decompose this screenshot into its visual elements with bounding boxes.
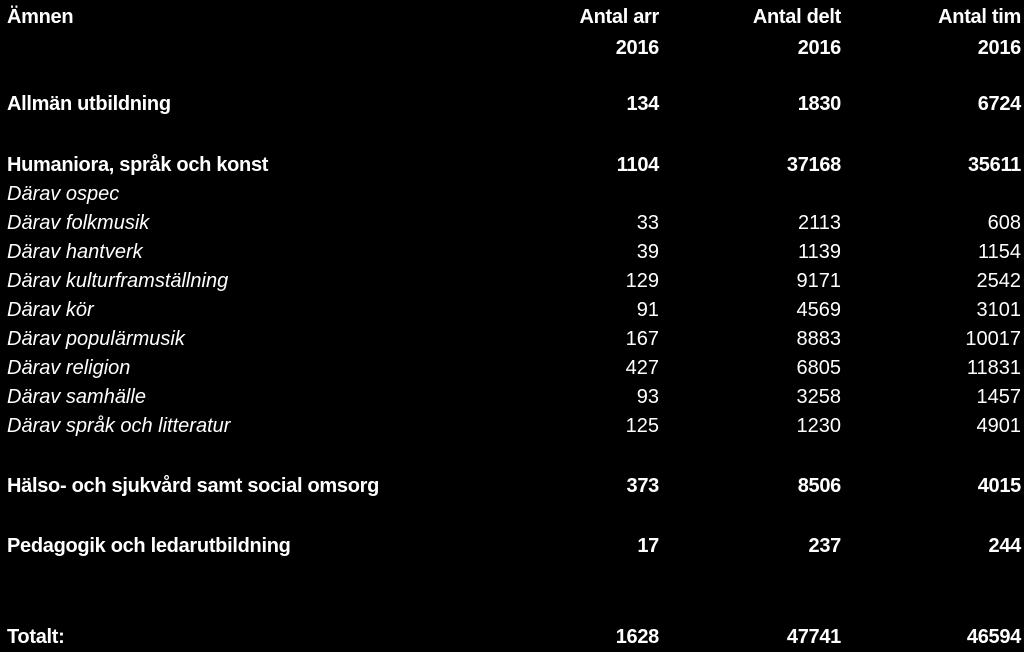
value-antal-delt: 37168 [786, 154, 841, 176]
value-antal-tim: 2542 [976, 270, 1021, 292]
value-antal-tim: 11831 [966, 357, 1021, 379]
value-antal-delt: 237 [808, 535, 841, 557]
sub-label: Därav hantverk [7, 241, 143, 263]
total-antal-delt: 47741 [786, 626, 841, 648]
table-row-sub [0, 382, 1024, 412]
group-name: Allmän utbildning [7, 93, 171, 115]
total-label: Totalt: [7, 626, 65, 648]
total-row [0, 622, 1024, 652]
value-antal-arr: 373 [626, 475, 659, 497]
value-antal-delt: 1139 [797, 241, 841, 263]
group-name: Hälso- och sjukvård samt social omsorg [7, 475, 380, 497]
value-antal-tim: 10017 [965, 328, 1021, 350]
value-antal-arr: 39 [636, 241, 659, 263]
table-row-group [0, 89, 1024, 119]
value-antal-arr: 125 [625, 415, 659, 437]
value-antal-delt: 6805 [796, 357, 841, 379]
column-header-antal-delt: Antal delt [752, 6, 841, 28]
value-antal-tim: 4015 [977, 475, 1021, 497]
sub-label: Därav folkmusik [7, 212, 150, 234]
subject-column-header: Ämnen [7, 6, 74, 28]
value-antal-arr: 1104 [616, 154, 659, 176]
table-row-sub [0, 295, 1024, 325]
value-antal-delt: 9171 [796, 270, 841, 292]
value-antal-arr: 134 [626, 93, 659, 115]
value-antal-tim: 1154 [977, 241, 1021, 263]
value-antal-tim: 6724 [977, 93, 1021, 115]
value-antal-tim: 1457 [976, 386, 1021, 408]
value-antal-delt: 1230 [796, 415, 841, 437]
sub-label: Därav kör [7, 299, 94, 321]
value-antal-delt: 1830 [797, 93, 841, 115]
value-antal-arr: 17 [637, 535, 659, 557]
value-antal-tim: 608 [987, 212, 1021, 234]
table-row-group [0, 471, 1024, 501]
table-row-sub [0, 266, 1024, 296]
sub-label: Därav samhälle [7, 386, 146, 408]
sub-label: Därav språk och litteratur [7, 415, 231, 437]
value-antal-arr: 167 [625, 328, 659, 350]
value-antal-delt: 3258 [796, 386, 841, 408]
sub-label: Därav ospec [7, 183, 120, 205]
table-row-sub [0, 324, 1024, 354]
value-antal-delt: 2113 [797, 212, 841, 234]
year-row [0, 33, 1024, 63]
value-antal-arr: 33 [636, 212, 659, 234]
value-antal-delt: 4569 [796, 299, 841, 321]
total-antal-tim: 46594 [966, 626, 1021, 648]
value-antal-delt: 8883 [796, 328, 841, 350]
table-row-sub [0, 208, 1024, 238]
table-row-sub [0, 237, 1024, 267]
year-label: 2016 [615, 37, 659, 59]
group-name: Humaniora, språk och konst [7, 154, 269, 176]
table-row-sub [0, 411, 1024, 441]
value-antal-arr: 129 [625, 270, 659, 292]
year-label: 2016 [797, 37, 841, 59]
table-row-sub [0, 179, 1024, 209]
value-antal-tim: 35611 [967, 154, 1021, 176]
value-antal-tim: 4901 [976, 415, 1021, 437]
group-name: Pedagogik och ledarutbildning [7, 535, 291, 557]
column-header-antal-tim: Antal tim [938, 6, 1021, 28]
column-header-antal-arr: Antal arr [579, 6, 659, 28]
year-label: 2016 [977, 37, 1021, 59]
value-antal-arr: 91 [636, 299, 659, 321]
value-antal-delt: 8506 [797, 475, 841, 497]
total-antal-arr: 1628 [615, 626, 659, 648]
table-row-group [0, 531, 1024, 561]
value-antal-arr: 427 [625, 357, 659, 379]
value-antal-tim: 244 [988, 535, 1021, 557]
value-antal-tim: 3101 [976, 299, 1021, 321]
sub-label: Därav kulturframställning [7, 270, 229, 292]
table-row-group [0, 150, 1024, 180]
sub-label: Därav populärmusik [7, 328, 185, 350]
table-row-sub [0, 353, 1024, 383]
value-antal-arr: 93 [636, 386, 659, 408]
sub-label: Därav religion [7, 357, 131, 379]
header-row [0, 2, 1024, 32]
